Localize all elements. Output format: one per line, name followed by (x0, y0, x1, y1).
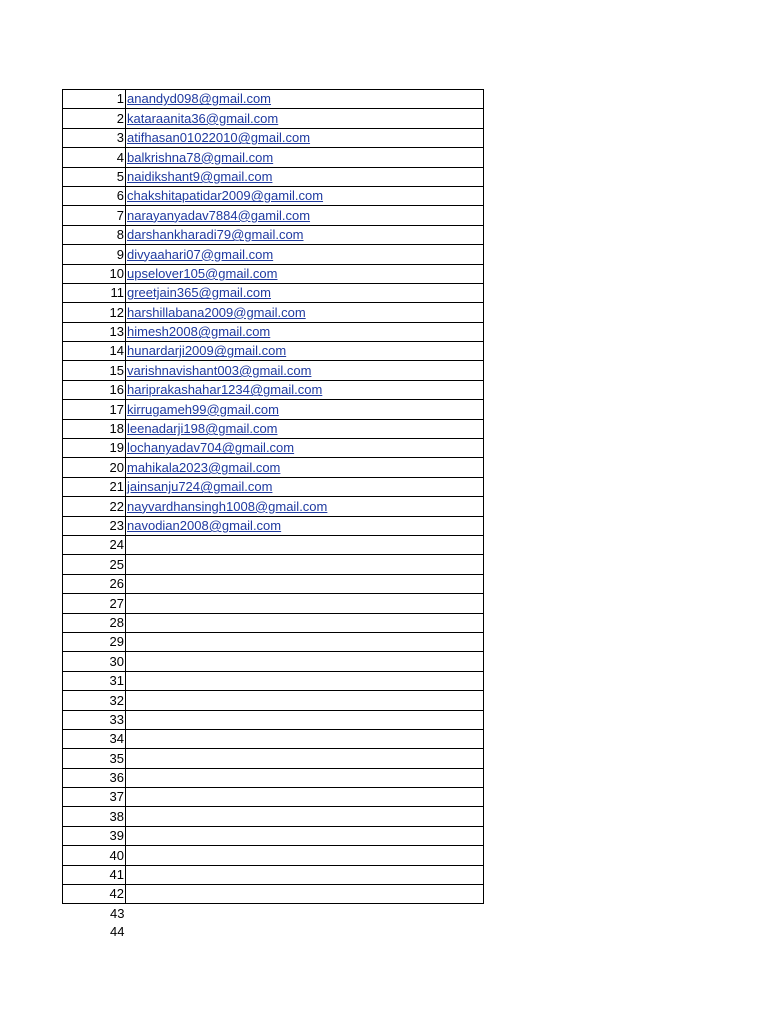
email-link[interactable]: navodian2008@gmail.com (127, 517, 282, 533)
table-row (63, 264, 484, 283)
email-cell[interactable] (126, 826, 484, 845)
email-cell[interactable] (126, 788, 484, 807)
row-number: 21 (63, 477, 126, 496)
email-cell (126, 167, 484, 186)
row-number: 27 (63, 594, 126, 613)
row-number: 44 (110, 924, 125, 940)
table-row (63, 419, 484, 438)
table-row (63, 574, 484, 593)
table-row (63, 90, 484, 109)
email-cell (126, 419, 484, 438)
table-row (63, 516, 484, 535)
email-cell[interactable] (126, 535, 484, 554)
email-link[interactable]: divyaahari07@gmail.com (127, 246, 274, 262)
row-number: 38 (63, 807, 126, 826)
table-row (63, 128, 484, 147)
email-cell[interactable] (126, 749, 484, 768)
email-cell (126, 361, 484, 380)
email-cell (126, 303, 484, 322)
row-number: 15 (63, 361, 126, 380)
email-cell (126, 186, 484, 205)
table-row (63, 671, 484, 690)
email-cell (126, 206, 484, 225)
email-cell (126, 283, 484, 302)
row-number: 22 (63, 497, 126, 516)
row-number: 37 (63, 788, 126, 807)
email-link[interactable]: naidikshant9@gmail.com (127, 168, 273, 184)
email-cell[interactable] (126, 691, 484, 710)
email-cell[interactable] (126, 671, 484, 690)
row-number: 6 (63, 186, 126, 205)
email-list-table (62, 89, 484, 941)
email-cell[interactable] (126, 555, 484, 574)
table-row (63, 283, 484, 302)
row-number: 34 (63, 729, 126, 748)
row-number: 9 (63, 245, 126, 264)
table-row (63, 807, 484, 826)
email-link[interactable]: kataraanita36@gmail.com (127, 110, 279, 126)
row-number: 25 (63, 555, 126, 574)
row-number: 11 (63, 283, 126, 302)
email-link[interactable]: hariprakashahar1234@gmail.com (127, 382, 323, 398)
table-row (63, 497, 484, 516)
email-link[interactable]: chakshitapatidar2009@gamil.com (127, 188, 324, 204)
table-row (63, 342, 484, 361)
email-list-body (63, 90, 484, 942)
table-row (63, 632, 484, 651)
email-link[interactable]: darshankharadi79@gmail.com (127, 227, 304, 243)
table-row (63, 788, 484, 807)
row-number: 30 (63, 652, 126, 671)
table-row (63, 206, 484, 225)
email-cell (126, 90, 484, 109)
email-cell[interactable] (126, 594, 484, 613)
email-cell[interactable] (126, 885, 484, 904)
email-cell (126, 128, 484, 147)
table-row (63, 225, 484, 244)
table-row (63, 400, 484, 419)
table-row (63, 439, 484, 458)
table-row (63, 303, 484, 322)
table-row (63, 826, 484, 845)
table-row (63, 846, 484, 865)
email-cell (126, 904, 484, 923)
table-row (63, 186, 484, 205)
email-cell (126, 458, 484, 477)
table-row (63, 555, 484, 574)
email-cell (126, 380, 484, 399)
email-cell[interactable] (126, 865, 484, 884)
row-number: 24 (63, 535, 126, 554)
email-link[interactable]: narayanyadav7884@gamil.com (127, 207, 311, 223)
row-number: 20 (63, 458, 126, 477)
row-number: 33 (63, 710, 126, 729)
row-number: 31 (63, 671, 126, 690)
email-cell[interactable] (126, 613, 484, 632)
row-number: 28 (63, 613, 126, 632)
row-number: 23 (63, 516, 126, 535)
table-row (63, 477, 484, 496)
row-number: 14 (63, 342, 126, 361)
table-row (63, 148, 484, 167)
row-number: 8 (63, 225, 126, 244)
email-cell[interactable] (126, 710, 484, 729)
table-row (63, 768, 484, 787)
email-cell[interactable] (126, 846, 484, 865)
table-row (63, 535, 484, 554)
email-link[interactable]: atifhasan01022010@gmail.com (127, 130, 311, 146)
row-number: 2 (63, 109, 126, 128)
row-number: 3 (63, 128, 126, 147)
table-row (63, 167, 484, 186)
table-row (63, 613, 484, 632)
email-cell[interactable] (126, 632, 484, 651)
row-number: 43 (110, 905, 125, 921)
table-row (63, 245, 484, 264)
email-cell[interactable] (126, 574, 484, 593)
row-number: 4 (63, 148, 126, 167)
email-link[interactable]: leenadarji198@gmail.com (127, 421, 278, 437)
email-link[interactable]: himesh2008@gmail.com (127, 324, 271, 340)
email-cell[interactable] (126, 652, 484, 671)
email-cell[interactable] (126, 807, 484, 826)
row-number: 40 (63, 846, 126, 865)
email-cell[interactable] (126, 729, 484, 748)
row-number: 1 (63, 90, 126, 109)
row-number: 39 (63, 826, 126, 845)
email-link[interactable]: anandyd098@gmail.com (127, 91, 272, 107)
email-cell (126, 245, 484, 264)
email-link[interactable]: upselover105@gmail.com (127, 265, 278, 281)
row-number: 10 (63, 264, 126, 283)
row-number: 32 (63, 691, 126, 710)
email-link[interactable]: hunardarji2009@gmail.com (127, 343, 287, 359)
table-row (63, 923, 484, 941)
row-number: 12 (63, 303, 126, 322)
email-cell (126, 148, 484, 167)
row-number: 36 (63, 768, 126, 787)
email-link[interactable]: varishnavishant003@gmail.com (127, 362, 312, 378)
table-row (63, 380, 484, 399)
row-number: 35 (63, 749, 126, 768)
email-cell (126, 439, 484, 458)
row-number: 19 (63, 439, 126, 458)
row-number: 13 (63, 322, 126, 341)
email-cell (126, 477, 484, 496)
email-cell[interactable] (126, 768, 484, 787)
table-row (63, 904, 484, 923)
table-row (63, 710, 484, 729)
email-cell (126, 516, 484, 535)
email-link[interactable]: kirrugameh99@gmail.com (127, 401, 279, 417)
table-row (63, 322, 484, 341)
email-link[interactable]: nayvardhansingh1008@gmail.com (127, 498, 328, 514)
table-row (63, 109, 484, 128)
email-cell (126, 322, 484, 341)
email-link[interactable]: harshillabana2009@gmail.com (127, 304, 306, 320)
row-number: 16 (63, 380, 126, 399)
email-cell (126, 497, 484, 516)
row-number: 26 (63, 574, 126, 593)
row-number: 29 (63, 632, 126, 651)
email-link[interactable]: greetjain365@gmail.com (127, 285, 271, 301)
email-link[interactable]: jainsanju724@gmail.com (127, 479, 273, 495)
table-row (63, 749, 484, 768)
email-link[interactable]: lochanyadav704@gmail.com (127, 440, 295, 456)
row-number: 18 (63, 419, 126, 438)
table-row (63, 652, 484, 671)
row-number: 42 (63, 885, 126, 904)
email-cell (126, 923, 484, 941)
table-row (63, 458, 484, 477)
email-cell (126, 225, 484, 244)
table-row (63, 594, 484, 613)
table-row (63, 885, 484, 904)
table-row (63, 729, 484, 748)
email-cell (126, 400, 484, 419)
row-number: 5 (63, 167, 126, 186)
email-cell (126, 109, 484, 128)
email-link[interactable]: mahikala2023@gmail.com (127, 459, 281, 475)
row-number: 41 (63, 865, 126, 884)
email-link[interactable]: balkrishna78@gmail.com (127, 149, 274, 165)
table-row (63, 361, 484, 380)
email-cell (126, 342, 484, 361)
row-number: 7 (63, 206, 126, 225)
table-row (63, 865, 484, 884)
table-row (63, 691, 484, 710)
row-number: 17 (63, 400, 126, 419)
email-cell (126, 264, 484, 283)
